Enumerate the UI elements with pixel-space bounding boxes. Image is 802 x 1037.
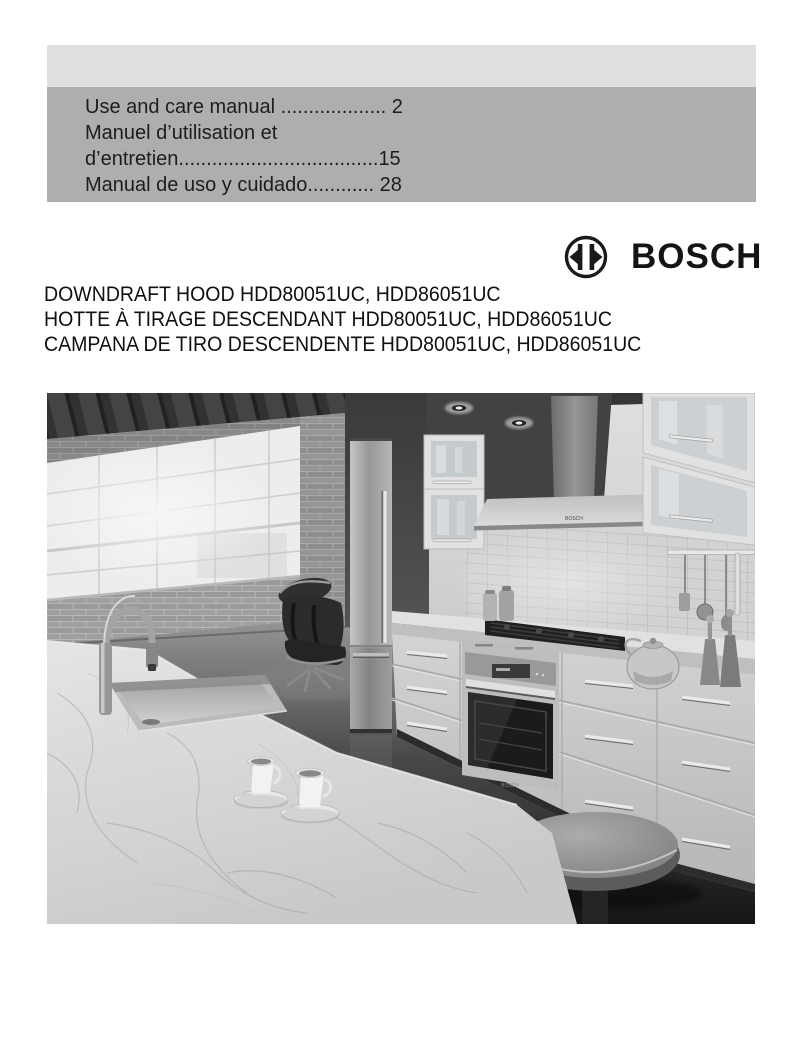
- toc-entry-french-1: Manuel d’utilisation et: [85, 122, 278, 144]
- kitchen-photo: [47, 393, 755, 924]
- product-title-es: CAMPANA DE TIRO DESCENDENTE HDD80051UC, HDD86051UC: [44, 333, 642, 356]
- toc-entry-english: Use and care manual ................... 2: [85, 96, 403, 118]
- brand-lockup: [562, 232, 762, 282]
- brand-wordmark: BOSCH: [631, 237, 763, 276]
- product-title-fr: HOTTE À TIRAGE DESCENDANT HDD80051UC, HDD86051UC: [44, 308, 612, 331]
- hood-brand-label: BOSCH: [565, 516, 583, 522]
- toc-panel: [47, 87, 756, 202]
- toc-band-top: [47, 45, 756, 87]
- toc-entry-spanish: Manual de uso y cuidado............ 28: [85, 174, 402, 196]
- product-titles: [44, 282, 686, 357]
- bosch-anchor-logo-icon: [562, 233, 610, 281]
- product-title-en: DOWNDRAFT HOOD HDD80051UC, HDD86051UC: [44, 283, 501, 306]
- oven-brand-label: BOSCH: [501, 783, 519, 789]
- toc-entry-french-2: d’entretien....................................15: [85, 148, 401, 170]
